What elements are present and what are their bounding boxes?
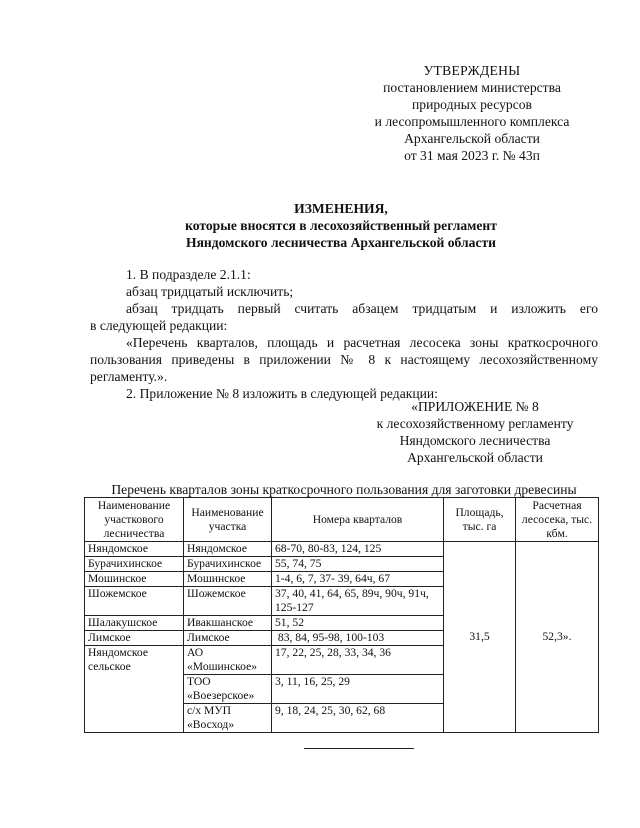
paragraph-exclude: абзац тридцатый исключить; — [126, 284, 294, 299]
cell-forestry: Шалакушское — [85, 616, 184, 631]
cell-plot: АО «Мошинское» — [184, 646, 272, 675]
cell-plot: Няндомское — [184, 542, 272, 557]
cell-forestry: Няндомское — [85, 542, 184, 557]
title-line-3: Няндомского лесничества Архангельской области — [186, 235, 496, 250]
document-body — [90, 266, 598, 402]
appendix-line: Няндомского лесничества — [399, 433, 551, 448]
approval-stamp — [352, 62, 592, 164]
header-forestry: Наименование участкового лесничества — [85, 498, 184, 542]
approval-heading: УТВЕРЖДЕНЫ — [423, 63, 521, 78]
paragraph-renumber: абзац тридцать первый считать абзацем тридцатым и изложить его — [126, 301, 598, 316]
paragraph-renumber-cont: в следующей редакции: — [90, 318, 228, 333]
header-area: Площадь, тыс. га — [444, 498, 516, 542]
table-row — [85, 542, 599, 557]
cell-quarters: 68-70, 80-83, 124, 125 — [272, 542, 444, 557]
cell-quarters: 83, 84, 95-98, 100-103 — [272, 631, 444, 646]
approval-line: и лесопромышленного комплекса — [374, 114, 570, 129]
cell-plot: Мошинское — [184, 572, 272, 587]
document-title — [90, 200, 592, 251]
cell-plot: Шожемское — [184, 587, 272, 616]
cell-plot: ТОО «Воезерское» — [184, 675, 272, 704]
title-line-1: ИЗМЕНЕНИЯ, — [294, 201, 388, 216]
approval-line: постановлением министерства — [383, 80, 561, 95]
cell-forestry: Бурачихинское — [85, 557, 184, 572]
cell-forestry: Мошинское — [85, 572, 184, 587]
cell-quarters: 17, 22, 25, 28, 33, 34, 36 — [272, 646, 444, 675]
cell-area: 31,5 — [444, 542, 516, 733]
cell-plot: Лимское — [184, 631, 272, 646]
cell-forestry: Шожемское — [85, 587, 184, 616]
paragraph-item-2: 2. Приложение № 8 изложить в следующей редакции: — [126, 386, 438, 401]
cell-plot: Ивакшанское — [184, 616, 272, 631]
paragraph-item-1: 1. В подразделе 2.1.1: — [126, 267, 251, 282]
cell-quarters: 9, 18, 24, 25, 30, 62, 68 — [272, 704, 444, 733]
cell-cut: 52,3». — [516, 542, 599, 733]
cell-forestry: Няндомское сельское — [85, 646, 184, 733]
cell-quarters: 55, 74, 75 — [272, 557, 444, 572]
appendix-line: «ПРИЛОЖЕНИЕ № 8 — [411, 399, 539, 414]
paragraph-new-text: «Перечень кварталов, площадь и расчетная лесосека зоны краткосрочного пользования приведены в приложении № 8 к настоящему лесохозяйственному регламенту.». — [90, 335, 598, 384]
appendix-line: Архангельской области — [407, 450, 543, 465]
cell-forestry: Лимское — [85, 631, 184, 646]
header-plot: Наименование участка — [184, 498, 272, 542]
approval-line: от 31 мая 2023 г. № 43п — [404, 148, 540, 163]
table-caption: Перечень кварталов зоны краткосрочного пользования для заготовки древесины — [111, 482, 577, 497]
closing-rule — [304, 748, 414, 749]
table-header-row — [85, 498, 599, 542]
title-line-2: которые вносятся в лесохозяйственный регламент — [185, 218, 497, 233]
cell-plot: Бурачихинское — [184, 557, 272, 572]
quarters-table — [84, 497, 599, 733]
header-cut: Расчетная лесосека, тыс. кбм. — [516, 498, 599, 542]
header-quarters: Номера кварталов — [272, 498, 444, 542]
cell-quarters: 3, 11, 16, 25, 29 — [272, 675, 444, 704]
approval-line: Архангельской области — [404, 131, 540, 146]
appendix-header — [350, 398, 600, 466]
cell-quarters: 1-4, 6, 7, 37- 39, 64ч, 67 — [272, 572, 444, 587]
approval-line: природных ресурсов — [412, 97, 532, 112]
appendix-line: к лесохозяйственному регламенту — [376, 416, 574, 431]
cell-plot: с/х МУП «Восход» — [184, 704, 272, 733]
cell-quarters: 51, 52 — [272, 616, 444, 631]
cell-quarters: 37, 40, 41, 64, 65, 89ч, 90ч, 91ч, 125-127 — [272, 587, 444, 616]
